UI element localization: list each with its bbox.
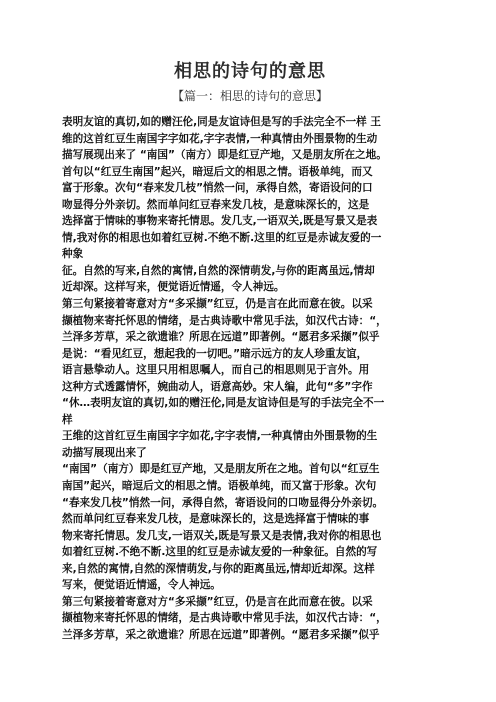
body-text-line: 来,自然的寓情,自然的深情萌发,与你的距离虽远,情却近却深。这样 bbox=[62, 562, 375, 575]
body-text-line: 吻显得分外亲切。然而单问红豆春来发几枝，是意味深长的，这是 bbox=[62, 198, 370, 211]
body-text-line: 样 bbox=[62, 413, 73, 426]
body-text-line: 表明友谊的真切,如的赠汪伦,同是友谊诗但是写的手法完全不一样 王 bbox=[62, 116, 381, 128]
document-title: 相思的诗句的意思 bbox=[174, 61, 326, 82]
body-text-line: 富于形象。次句“春来发几枝”悄然一问，承得自然，寄语设问的口 bbox=[62, 182, 373, 195]
body-text-line: 种象 bbox=[62, 248, 84, 261]
body-text-line: 物来寄托情思。发几支,一语双关,既是写景又是表情,我对你的相思也 bbox=[62, 529, 382, 542]
body-text-line: 兰泽多芳草，采之欲遗谁？所思在远道”即著例。“愿君多采撷”似乎 bbox=[62, 628, 380, 641]
document-subtitle: 【篇一：相思的诗句的意思】 bbox=[171, 89, 328, 103]
body-text-line: 然而单问红豆春来发几枝，是意味深长的，这是选择富于情味的事 bbox=[62, 513, 370, 526]
body-text-line: “南国”（南方）即是红豆产地，又是朋友所在之地。首句以“红豆生 bbox=[62, 463, 380, 476]
body-text-line: 近却深。这样写来，便觉语近情遥，令人神远。 bbox=[62, 281, 285, 294]
document-page bbox=[62, 60, 438, 644]
body-text-line: 如着红豆树.不绝不断.这里的红豆是赤诚友爱的一种象征。自然的写 bbox=[62, 546, 378, 559]
body-text-line: 第三句紧接着寄意对方“多采撷”红豆，仍是言在此而意在彼。以采 bbox=[62, 298, 373, 311]
body-text-line: 撷植物来寄托怀思的情绪，是古典诗歌中常见手法，如汉代古诗：“， bbox=[62, 612, 387, 625]
body-text-line: 首句以“红豆生南国”起兴，暗逗后文的相思之情。语极单纯，而又 bbox=[62, 165, 373, 178]
body-text-line: 撷植物来寄托怀思的情绪，是古典诗歌中常见手法，如汉代古诗：“， bbox=[62, 314, 387, 327]
body-text-line: 是说：“看见红豆，想起我的一切吧。”暗示远方的友人珍重友谊， bbox=[62, 347, 368, 360]
body-text-line: 情,我对你的相思也如着红豆树.不绝不断.这里的红豆是赤诚友爱的一 bbox=[62, 231, 382, 244]
body-text-line: 动描写展现出来了 bbox=[62, 446, 147, 459]
body-text-line: 描写展现出来了 “南国”（南方）即是红豆产地，又是朋友所在之地。 bbox=[62, 149, 387, 162]
body-text-line: 语言悬挚动人。这里只用相思嘱人，而自己的相思则见于言外。用 bbox=[62, 364, 370, 377]
body-text-line: “休…表明友谊的真切,如的赠汪伦,同是友谊诗但是写的手法完全不一 bbox=[62, 397, 385, 410]
body-text-line: 第三句紧接着寄意对方“多采撷”红豆，仍是言在此而意在彼。以采 bbox=[62, 595, 373, 608]
body-text-line: 兰泽多芳草，采之欲遗谁？所思在远道”即著例。“愿君多采撷”似乎 bbox=[62, 331, 380, 344]
document-body bbox=[62, 114, 438, 644]
body-text-line: 征。自然的写来,自然的寓情,自然的深情萌发,与你的距离虽远,情却 bbox=[62, 264, 375, 277]
body-text-line: 写来，便觉语近情遥，令人神远。 bbox=[62, 579, 221, 592]
body-text-line: “春来发几枝”悄然一问，承得自然，寄语设问的口吻显得分外亲切。 bbox=[62, 496, 384, 509]
body-text-line: 维的这首红豆生南国字字如花,字字表情,一种真情由外围景物的生动 bbox=[62, 132, 378, 145]
body-text-line: 选择富于情味的事物来寄托情思。发几支,一语双关,既是写景又是表 bbox=[62, 215, 378, 228]
body-text-line: 这种方式透露情怀，婉曲动人，语意高妙。宋人编，此句“多”字作 bbox=[62, 380, 373, 393]
body-text-line: 南国”起兴，暗逗后文的相思之情。语极单纯，而又富于形象。次句 bbox=[62, 480, 377, 493]
body-text-line: 王维的这首红豆生南国字字如花,字字表情,一种真情由外围景物的生 bbox=[62, 430, 378, 443]
